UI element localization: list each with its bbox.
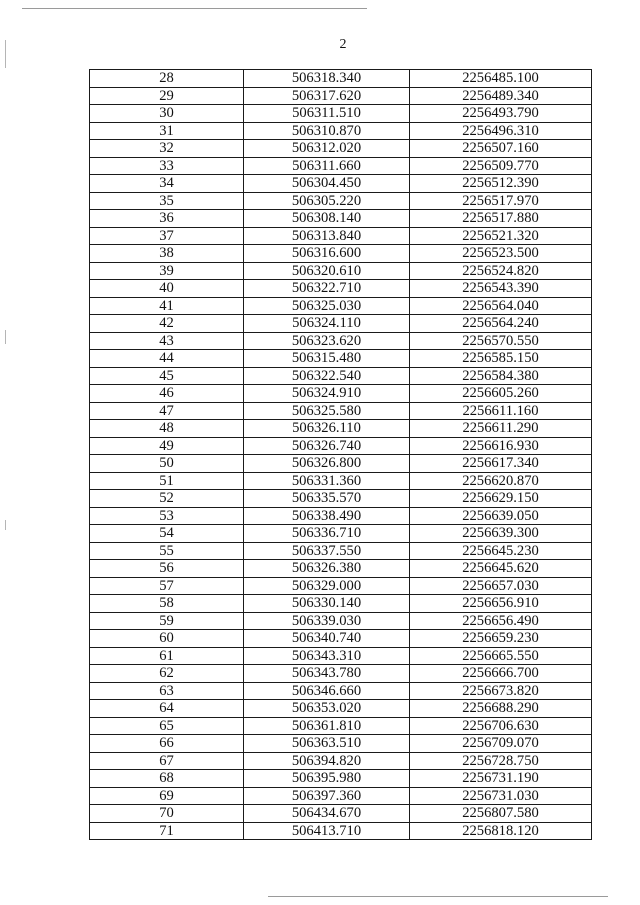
table-row — [90, 332, 592, 350]
x-coordinate-cell: 506311.510 — [244, 105, 410, 123]
x-coordinate-cell: 506337.550 — [244, 542, 410, 560]
y-coordinate-cell: 2256728.750 — [410, 752, 592, 770]
y-coordinate-cell: 2256485.100 — [410, 70, 592, 88]
point-number-cell: 35 — [90, 192, 244, 210]
x-coordinate-cell: 506326.380 — [244, 560, 410, 578]
y-coordinate-cell: 2256616.930 — [410, 437, 592, 455]
y-coordinate-cell: 2256611.160 — [410, 402, 592, 420]
x-coordinate-cell: 506315.480 — [244, 350, 410, 368]
point-number-cell: 29 — [90, 87, 244, 105]
point-number-cell: 45 — [90, 367, 244, 385]
point-number-cell: 37 — [90, 227, 244, 245]
x-coordinate-cell: 506339.030 — [244, 612, 410, 630]
table-row — [90, 87, 592, 105]
y-coordinate-cell: 2256673.820 — [410, 682, 592, 700]
table-row — [90, 315, 592, 333]
y-coordinate-cell: 2256656.910 — [410, 595, 592, 613]
point-number-cell: 69 — [90, 787, 244, 805]
point-number-cell: 55 — [90, 542, 244, 560]
x-coordinate-cell: 506317.620 — [244, 87, 410, 105]
y-coordinate-cell: 2256564.040 — [410, 297, 592, 315]
table-row — [90, 105, 592, 123]
point-number-cell: 47 — [90, 402, 244, 420]
point-number-cell: 56 — [90, 560, 244, 578]
x-coordinate-cell: 506343.780 — [244, 665, 410, 683]
x-coordinate-cell: 506346.660 — [244, 682, 410, 700]
table-row — [90, 140, 592, 158]
point-number-cell: 53 — [90, 507, 244, 525]
page-number: 2 — [339, 37, 347, 52]
x-coordinate-cell: 506325.580 — [244, 402, 410, 420]
table-row — [90, 665, 592, 683]
table-row — [90, 647, 592, 665]
table-row — [90, 752, 592, 770]
x-coordinate-cell: 506322.540 — [244, 367, 410, 385]
table-row — [90, 245, 592, 263]
point-number-cell: 57 — [90, 577, 244, 595]
y-coordinate-cell: 2256818.120 — [410, 822, 592, 840]
table-row — [90, 280, 592, 298]
point-number-cell: 54 — [90, 525, 244, 543]
x-coordinate-cell: 506361.810 — [244, 717, 410, 735]
table-row — [90, 805, 592, 823]
table-row — [90, 717, 592, 735]
x-coordinate-cell: 506326.800 — [244, 455, 410, 473]
x-coordinate-cell: 506340.740 — [244, 630, 410, 648]
point-number-cell: 41 — [90, 297, 244, 315]
x-coordinate-cell: 506316.600 — [244, 245, 410, 263]
x-coordinate-cell: 506336.710 — [244, 525, 410, 543]
point-number-cell: 48 — [90, 420, 244, 438]
y-coordinate-cell: 2256523.500 — [410, 245, 592, 263]
x-coordinate-cell: 506353.020 — [244, 700, 410, 718]
x-coordinate-cell: 506397.360 — [244, 787, 410, 805]
x-coordinate-cell: 506395.980 — [244, 770, 410, 788]
y-coordinate-cell: 2256659.230 — [410, 630, 592, 648]
y-coordinate-cell: 2256620.870 — [410, 472, 592, 490]
y-coordinate-cell: 2256706.630 — [410, 717, 592, 735]
table-row — [90, 542, 592, 560]
x-coordinate-cell: 506324.910 — [244, 385, 410, 403]
point-number-cell: 44 — [90, 350, 244, 368]
table-row — [90, 420, 592, 438]
point-number-cell: 34 — [90, 175, 244, 193]
y-coordinate-cell: 2256507.160 — [410, 140, 592, 158]
y-coordinate-cell: 2256521.320 — [410, 227, 592, 245]
point-number-cell: 60 — [90, 630, 244, 648]
table-row — [90, 525, 592, 543]
point-number-cell: 62 — [90, 665, 244, 683]
x-coordinate-cell: 506313.840 — [244, 227, 410, 245]
point-number-cell: 31 — [90, 122, 244, 140]
point-number-cell: 66 — [90, 735, 244, 753]
table-row — [90, 122, 592, 140]
point-number-cell: 36 — [90, 210, 244, 228]
table-row — [90, 157, 592, 175]
table-row — [90, 490, 592, 508]
y-coordinate-cell: 2256512.390 — [410, 175, 592, 193]
x-coordinate-cell: 506413.710 — [244, 822, 410, 840]
table-row — [90, 297, 592, 315]
point-number-cell: 28 — [90, 70, 244, 88]
scan-edge-line-bottom — [268, 896, 608, 897]
x-coordinate-cell: 506323.620 — [244, 332, 410, 350]
table-row — [90, 630, 592, 648]
table-row — [90, 682, 592, 700]
table-row — [90, 175, 592, 193]
point-number-cell: 68 — [90, 770, 244, 788]
coordinates-table-body — [90, 70, 592, 840]
point-number-cell: 39 — [90, 262, 244, 280]
table-row — [90, 262, 592, 280]
table-row — [90, 577, 592, 595]
point-number-cell: 63 — [90, 682, 244, 700]
x-coordinate-cell: 506304.450 — [244, 175, 410, 193]
y-coordinate-cell: 2256543.390 — [410, 280, 592, 298]
y-coordinate-cell: 2256509.770 — [410, 157, 592, 175]
y-coordinate-cell: 2256666.700 — [410, 665, 592, 683]
y-coordinate-cell: 2256629.150 — [410, 490, 592, 508]
x-coordinate-cell: 506310.870 — [244, 122, 410, 140]
x-coordinate-cell: 506363.510 — [244, 735, 410, 753]
x-coordinate-cell: 506338.490 — [244, 507, 410, 525]
scan-edge-mark-left — [5, 520, 6, 530]
x-coordinate-cell: 506308.140 — [244, 210, 410, 228]
point-number-cell: 32 — [90, 140, 244, 158]
point-number-cell: 50 — [90, 455, 244, 473]
point-number-cell: 46 — [90, 385, 244, 403]
point-number-cell: 65 — [90, 717, 244, 735]
y-coordinate-cell: 2256656.490 — [410, 612, 592, 630]
y-coordinate-cell: 2256584.380 — [410, 367, 592, 385]
y-coordinate-cell: 2256688.290 — [410, 700, 592, 718]
point-number-cell: 70 — [90, 805, 244, 823]
y-coordinate-cell: 2256605.260 — [410, 385, 592, 403]
table-row — [90, 822, 592, 840]
table-row — [90, 455, 592, 473]
table-row — [90, 210, 592, 228]
y-coordinate-cell: 2256807.580 — [410, 805, 592, 823]
x-coordinate-cell: 506322.710 — [244, 280, 410, 298]
x-coordinate-cell: 506305.220 — [244, 192, 410, 210]
y-coordinate-cell: 2256665.550 — [410, 647, 592, 665]
table-row — [90, 787, 592, 805]
table-row — [90, 402, 592, 420]
y-coordinate-cell: 2256570.550 — [410, 332, 592, 350]
x-coordinate-cell: 506330.140 — [244, 595, 410, 613]
y-coordinate-cell: 2256617.340 — [410, 455, 592, 473]
table-row — [90, 700, 592, 718]
x-coordinate-cell: 506335.570 — [244, 490, 410, 508]
point-number-cell: 40 — [90, 280, 244, 298]
y-coordinate-cell: 2256731.030 — [410, 787, 592, 805]
y-coordinate-cell: 2256645.230 — [410, 542, 592, 560]
table-row — [90, 367, 592, 385]
point-number-cell: 51 — [90, 472, 244, 490]
y-coordinate-cell: 2256517.970 — [410, 192, 592, 210]
y-coordinate-cell: 2256493.790 — [410, 105, 592, 123]
y-coordinate-cell: 2256709.070 — [410, 735, 592, 753]
point-number-cell: 58 — [90, 595, 244, 613]
table-row — [90, 385, 592, 403]
x-coordinate-cell: 506325.030 — [244, 297, 410, 315]
table-row — [90, 350, 592, 368]
table-row — [90, 595, 592, 613]
x-coordinate-cell: 506320.610 — [244, 262, 410, 280]
scan-edge-mark-left — [5, 330, 6, 344]
table-row — [90, 472, 592, 490]
y-coordinate-cell: 2256657.030 — [410, 577, 592, 595]
table-row — [90, 192, 592, 210]
point-number-cell: 33 — [90, 157, 244, 175]
table-row — [90, 227, 592, 245]
y-coordinate-cell: 2256611.290 — [410, 420, 592, 438]
y-coordinate-cell: 2256645.620 — [410, 560, 592, 578]
y-coordinate-cell: 2256585.150 — [410, 350, 592, 368]
x-coordinate-cell: 506312.020 — [244, 140, 410, 158]
table-row — [90, 735, 592, 753]
point-number-cell: 42 — [90, 315, 244, 333]
y-coordinate-cell: 2256564.240 — [410, 315, 592, 333]
point-number-cell: 49 — [90, 437, 244, 455]
point-number-cell: 38 — [90, 245, 244, 263]
point-number-cell: 67 — [90, 752, 244, 770]
table-row — [90, 437, 592, 455]
scan-edge-line-top — [22, 8, 367, 9]
y-coordinate-cell: 2256639.300 — [410, 525, 592, 543]
point-number-cell: 43 — [90, 332, 244, 350]
point-number-cell: 64 — [90, 700, 244, 718]
x-coordinate-cell: 506329.000 — [244, 577, 410, 595]
coordinates-table — [89, 69, 592, 840]
y-coordinate-cell: 2256524.820 — [410, 262, 592, 280]
table-row — [90, 507, 592, 525]
x-coordinate-cell: 506326.740 — [244, 437, 410, 455]
y-coordinate-cell: 2256489.340 — [410, 87, 592, 105]
x-coordinate-cell: 506318.340 — [244, 70, 410, 88]
y-coordinate-cell: 2256496.310 — [410, 122, 592, 140]
table-row — [90, 770, 592, 788]
table-row — [90, 612, 592, 630]
table-row — [90, 560, 592, 578]
point-number-cell: 71 — [90, 822, 244, 840]
point-number-cell: 30 — [90, 105, 244, 123]
scan-edge-mark-left — [5, 40, 6, 68]
x-coordinate-cell: 506394.820 — [244, 752, 410, 770]
y-coordinate-cell: 2256517.880 — [410, 210, 592, 228]
x-coordinate-cell: 506434.670 — [244, 805, 410, 823]
point-number-cell: 59 — [90, 612, 244, 630]
x-coordinate-cell: 506324.110 — [244, 315, 410, 333]
point-number-cell: 61 — [90, 647, 244, 665]
x-coordinate-cell: 506326.110 — [244, 420, 410, 438]
x-coordinate-cell: 506331.360 — [244, 472, 410, 490]
y-coordinate-cell: 2256731.190 — [410, 770, 592, 788]
y-coordinate-cell: 2256639.050 — [410, 507, 592, 525]
x-coordinate-cell: 506343.310 — [244, 647, 410, 665]
point-number-cell: 52 — [90, 490, 244, 508]
table-row — [90, 70, 592, 88]
x-coordinate-cell: 506311.660 — [244, 157, 410, 175]
